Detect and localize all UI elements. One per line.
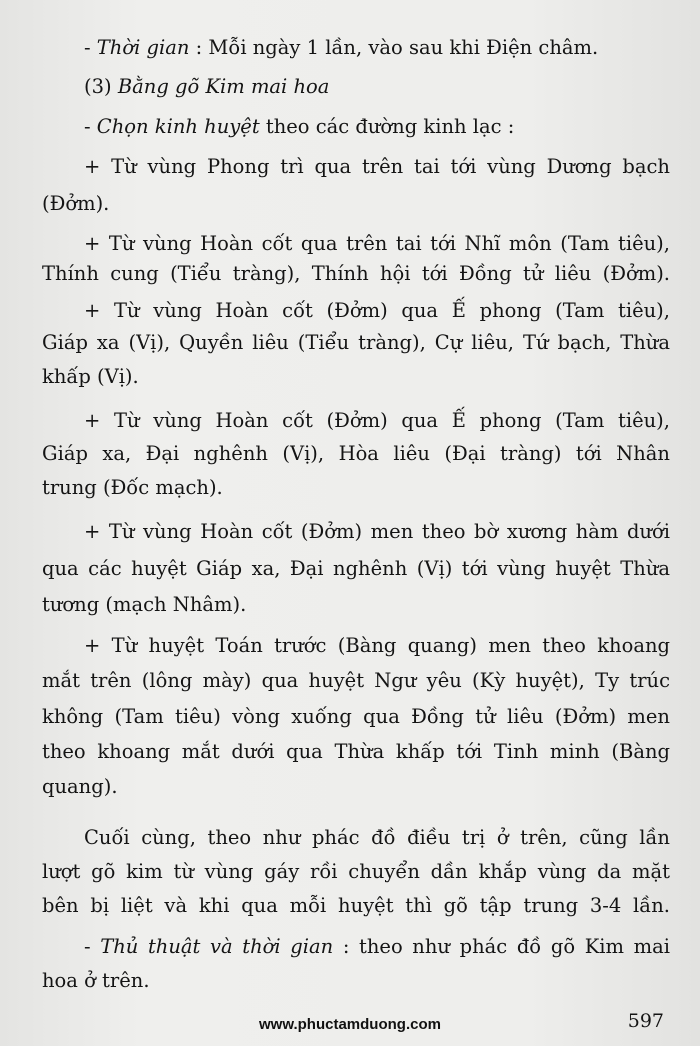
text-line [84,409,670,433]
text-line [42,593,246,617]
text-line [42,705,670,729]
line-text: + Từ vùng Hoàn cốt qua trên tai tới Nhĩ môn (Tam tiêu), [84,232,670,255]
line-text: trung (Đốc mạch). [42,476,223,499]
text-line [42,262,670,286]
italic-term: Thời gian [96,36,190,59]
line-text: - [84,935,101,958]
text-line [84,935,670,959]
line-text: qua các huyệt Giáp xa, Đại nghênh (Vị) tới vùng huyệt Thừa [42,557,670,580]
line-text: mắt trên (lông mày) qua huyệt Ngư yêu (Kỳ huyệt), Ty trúc [42,669,670,692]
line-text: bên bị liệt và khi qua mỗi huyệt thì gõ tập trung 3-4 lần. [42,894,670,917]
text-line [42,476,223,500]
line-text: lượt gõ kim từ vùng gáy rồi chuyển dần khắp vùng da mặt [42,860,670,883]
text-line [84,634,670,658]
line-text: - [84,115,97,138]
text-line [84,232,670,256]
text-line [42,192,109,216]
line-text: (Đởm). [42,192,110,215]
line-text: theo các đường kinh lạc : [259,115,515,138]
text-line [42,860,670,884]
italic-term: Bằng gõ Kim mai hoa [117,75,330,98]
text-line [84,36,598,60]
line-text: khấp (Vị). [42,365,139,388]
text-line [84,115,514,139]
line-text: + Từ huyệt Toán trước (Bàng quang) men theo khoang [84,634,670,657]
line-text: (3) [84,75,118,98]
line-text: Giáp xa, Đại nghênh (Vị), Hòa liêu (Đại tràng) tới Nhân [42,442,670,465]
text-line [84,826,670,850]
line-text: + Từ vùng Hoàn cốt (Đởm) qua Ế phong (Tam tiêu), [84,409,670,432]
line-text: + Từ vùng Phong trì qua trên tai tới vùng Dương bạch [84,155,670,178]
text-line [42,557,670,581]
line-text: + Từ vùng Hoàn cốt (Đởm) men theo bờ xương hàm dưới [84,520,670,543]
text-line [84,155,670,179]
line-text: - [84,36,97,59]
line-text: quang). [42,775,118,798]
line-text: + Từ vùng Hoàn cốt (Đởm) qua Ế phong (Tam tiêu), [84,299,670,322]
line-text: tương (mạch Nhâm). [42,593,247,616]
text-line [42,331,670,355]
line-text: Cuối cùng, theo như phác đồ điều trị ở trên, cũng lần [84,826,670,849]
text-line [42,442,670,466]
line-text: theo khoang mắt dưới qua Thừa khấp tới Tinh minh (Bàng [42,740,670,763]
text-line [42,669,670,693]
line-text: Giáp xa (Vị), Quyền liêu (Tiểu tràng), Cự liêu, Tứ bạch, Thừa [42,331,670,354]
text-line [84,520,670,544]
footer-website[interactable]: www.phuctamduong.com [259,1016,441,1033]
text-line [42,740,670,764]
text-line [42,365,139,389]
text-line [42,969,150,993]
italic-term: Thủ thuật và thời gian [100,935,334,958]
text-line [84,299,670,323]
italic-term: Chọn kinh huyệt [96,115,260,138]
line-text: không (Tam tiêu) vòng xuống qua Đồng tử liêu (Đởm) men [42,705,670,728]
line-text: Thính cung (Tiểu tràng), Thính hội tới Đồng tử liêu (Đởm). [42,262,670,285]
line-text: : theo như phác đồ gõ Kim mai [333,935,670,958]
line-text: : Mỗi ngày 1 lần, vào sau khi Điện châm. [189,36,599,59]
text-line [42,894,670,918]
text-line [84,75,329,99]
page-number: 597 [627,1010,664,1032]
line-text: hoa ở trên. [42,969,150,992]
text-line [42,775,118,799]
